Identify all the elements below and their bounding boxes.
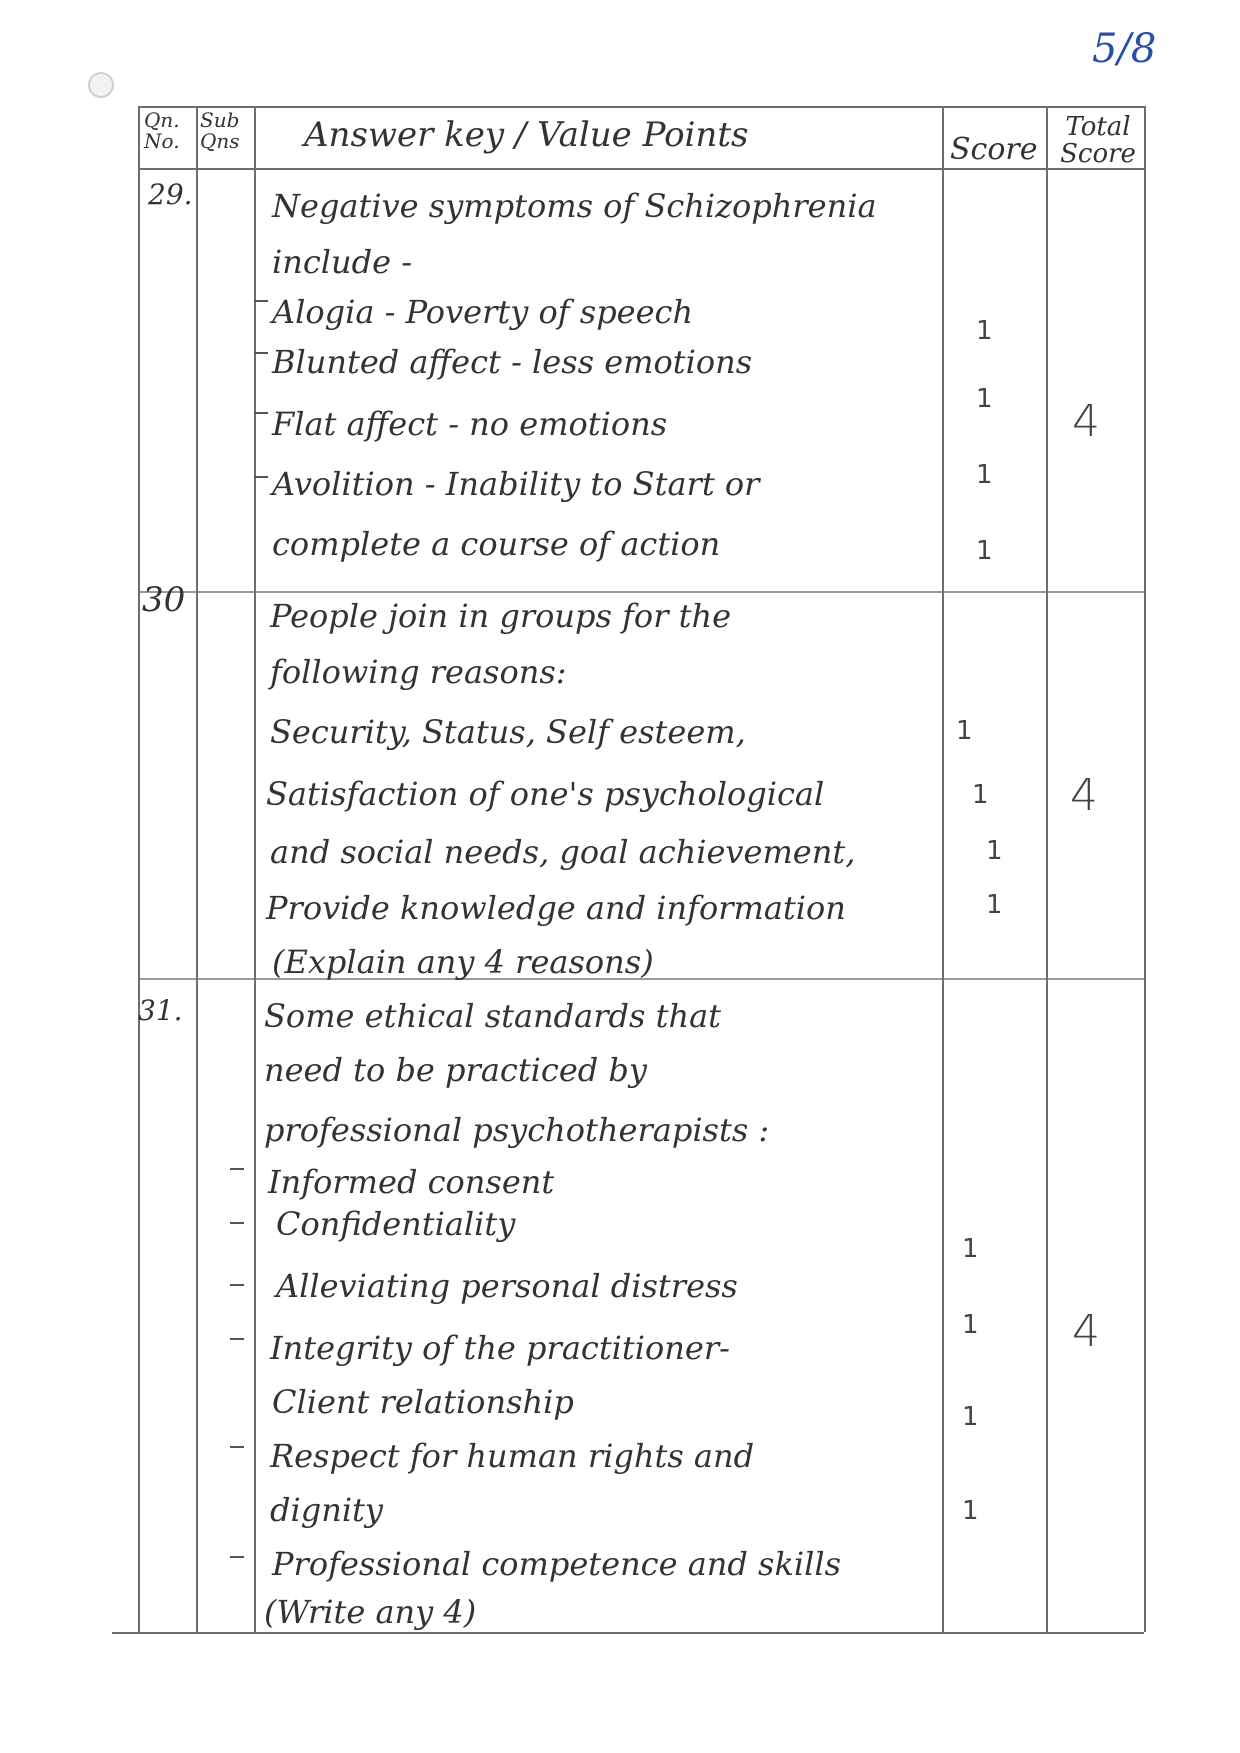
bullet-dash (230, 1168, 244, 1170)
answer-line: Informed consent (268, 1163, 555, 1201)
answer-line: Avolition - Inability to Start or (272, 465, 760, 503)
bullet-dash (254, 412, 268, 414)
score-mark: 1 (976, 460, 993, 490)
table-left-border (138, 106, 140, 1632)
header-score: Score (950, 132, 1038, 167)
answer-line: Integrity of the practitioner- (270, 1329, 730, 1367)
score-mark: 1 (962, 1496, 979, 1526)
header-bottom-border (138, 168, 1144, 170)
question-number: 31. (138, 994, 183, 1027)
punch-hole (88, 72, 114, 98)
total-score: 4 (1070, 770, 1098, 821)
bullet-dash (254, 476, 268, 478)
answer-line: include - (272, 243, 413, 281)
answer-line: and social needs, goal achievement, (270, 833, 856, 871)
header-sub-qns: Sub Qns (200, 108, 240, 153)
answer-line: Provide knowledge and information (266, 889, 846, 927)
bullet-dash (230, 1446, 244, 1448)
answer-line: Alleviating personal distress (276, 1267, 738, 1305)
score-mark: 1 (986, 836, 1003, 866)
answer-line: (Explain any 4 reasons) (272, 943, 654, 981)
answer-line: dignity (270, 1491, 383, 1529)
bullet-dash (230, 1556, 244, 1558)
row-divider-30 (138, 591, 1144, 593)
total-score: 4 (1072, 396, 1100, 447)
bullet-dash (230, 1338, 244, 1340)
score-mark: 1 (976, 316, 993, 346)
total-col-border (1046, 106, 1048, 1632)
header-answer-key: Answer key / Value Points (304, 115, 749, 155)
answer-line: Respect for human rights and (270, 1437, 755, 1475)
answer-line: Blunted affect - less emotions (272, 343, 753, 381)
score-mark: 1 (976, 536, 993, 566)
answer-line: Alogia - Poverty of speech (272, 293, 694, 331)
answer-line: (Write any 4) (264, 1593, 477, 1631)
question-number: 30 (142, 580, 186, 620)
score-mark: 1 (986, 890, 1003, 920)
score-col-border (942, 106, 944, 1632)
table-bottom-border (112, 1632, 1144, 1634)
header-qn-no: Qn. No. (144, 108, 180, 153)
total-score: 4 (1072, 1306, 1100, 1357)
bullet-dash (230, 1284, 244, 1286)
answer-line: Satisfaction of one's psychological (266, 775, 825, 813)
sub-col-border (196, 106, 198, 1632)
bullet-dash (230, 1222, 244, 1224)
answer-line: Negative symptoms of Schizophrenia (272, 187, 877, 225)
answer-line: following reasons: (270, 653, 567, 691)
answer-line: professional psychotherapists : (264, 1111, 770, 1149)
answer-line: Some ethical standards that (264, 997, 721, 1035)
answer-line: Professional competence and skills (272, 1545, 841, 1583)
score-mark: 1 (956, 716, 973, 746)
score-mark: 1 (962, 1402, 979, 1432)
page-number: 5/8 (1092, 26, 1157, 72)
table-top-border (138, 106, 1144, 108)
score-mark: 1 (962, 1234, 979, 1264)
answer-line: need to be practiced by (264, 1051, 647, 1089)
table-right-border (1144, 106, 1146, 1632)
answer-line: Client relationship (272, 1383, 574, 1421)
answer-line: Flat affect - no emotions (272, 405, 668, 443)
score-mark: 1 (972, 780, 989, 810)
bullet-dash (254, 300, 268, 302)
answer-line: complete a course of action (272, 525, 721, 563)
answer-line: Security, Status, Self esteem, (270, 713, 746, 751)
bullet-dash (254, 352, 268, 354)
answer-line: Confidentiality (276, 1205, 516, 1243)
answer-col-border (254, 106, 256, 1632)
question-number: 29. (148, 178, 193, 211)
answer-line: People join in groups for the (270, 597, 732, 635)
score-mark: 1 (962, 1310, 979, 1340)
header-total-score: Total Score (1060, 112, 1136, 170)
score-mark: 1 (976, 384, 993, 414)
